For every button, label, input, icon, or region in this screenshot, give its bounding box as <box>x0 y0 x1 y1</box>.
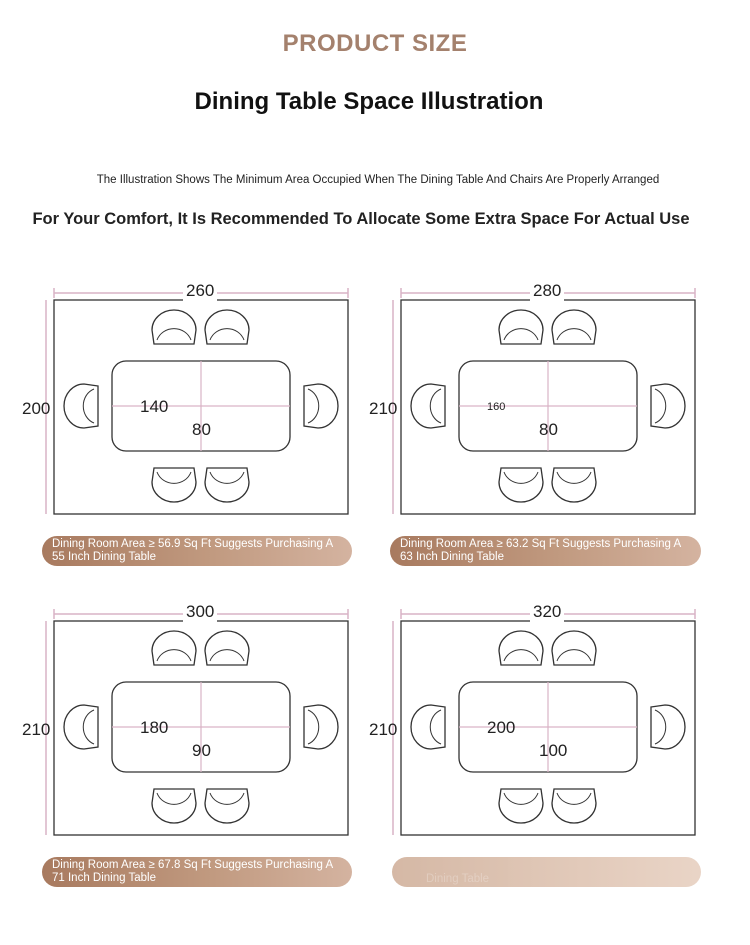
chair-icon <box>308 389 319 423</box>
chair-icon <box>210 793 244 804</box>
chair-icon <box>152 468 196 502</box>
table-width-label: 80 <box>192 420 211 439</box>
chair-icon <box>504 793 538 804</box>
layout-panel-280x210 <box>367 280 707 580</box>
size-recommendation-pill <box>390 536 701 566</box>
chair-icon <box>430 389 441 423</box>
recommendation-text: Dining Room Area ≥ 56.9 Sq Ft Suggests Purchasing A 55 Inch Dining Table <box>52 538 333 563</box>
room-height-label: 200 <box>22 399 51 418</box>
chair-icon <box>152 631 196 665</box>
chair-icon <box>205 789 249 823</box>
chair-icon <box>83 710 94 744</box>
chair-icon <box>552 310 596 344</box>
chair-icon <box>83 389 94 423</box>
chair-icon <box>205 310 249 344</box>
chair-icon <box>205 631 249 665</box>
chair-icon <box>157 472 191 483</box>
chair-icon <box>205 468 249 502</box>
size-recommendation-pill <box>42 857 352 887</box>
chair-icon <box>552 631 596 665</box>
floor-plan-diagram <box>20 601 360 841</box>
room-width-label: 260 <box>183 281 217 301</box>
table-length-label: 180 <box>140 718 169 737</box>
room-height-label: 210 <box>369 399 398 418</box>
chair-icon <box>552 789 596 823</box>
table-length-label: 160 <box>487 401 506 413</box>
chair-icon <box>152 310 196 344</box>
floor-plan-diagram <box>367 280 707 520</box>
chair-icon <box>504 472 538 483</box>
size-recommendation-pill <box>392 857 701 887</box>
chair-icon <box>411 705 445 749</box>
chair-icon <box>651 705 685 749</box>
table-length-label: 200 <box>487 718 516 737</box>
chair-icon <box>557 472 591 483</box>
chair-icon <box>210 329 244 340</box>
chair-icon <box>557 650 591 661</box>
layout-panel-320x210 <box>367 601 707 901</box>
chair-icon <box>557 793 591 804</box>
chair-icon <box>157 793 191 804</box>
room-width-label: 320 <box>530 602 564 622</box>
room-width-label: 280 <box>530 281 564 301</box>
layout-panel-260x200 <box>20 280 360 580</box>
recommendation-text: Dining Room Area ≥ 63.2 Sq Ft Suggests Purchasing A 63 Inch Dining Table <box>400 538 681 563</box>
chair-icon <box>157 329 191 340</box>
floor-plan-diagram <box>367 601 707 841</box>
chair-icon <box>411 384 445 428</box>
size-recommendation-pill <box>42 536 352 566</box>
table-width-label: 90 <box>192 741 211 760</box>
illustration-note: The Illustration Shows The Minimum Area Occupied When The Dining Table And Chairs Are Properly Arranged <box>96 174 660 186</box>
floor-plan-diagram <box>20 280 360 520</box>
room-width-label: 300 <box>183 602 217 622</box>
chair-icon <box>655 389 666 423</box>
room-height-label: 210 <box>369 720 398 739</box>
chair-icon <box>499 310 543 344</box>
recommendation-text: Dining Room Area ≥ 67.8 Sq Ft Suggests Purchasing A 71 Inch Dining Table <box>52 859 333 884</box>
chair-icon <box>504 650 538 661</box>
chair-icon <box>308 710 319 744</box>
chair-icon <box>499 631 543 665</box>
chair-icon <box>651 384 685 428</box>
chair-icon <box>64 705 98 749</box>
page-title: Dining Table Space Illustration <box>194 88 544 115</box>
chair-icon <box>504 329 538 340</box>
recommendation-text: Dining Table <box>426 873 490 885</box>
chair-icon <box>557 329 591 340</box>
chair-icon <box>210 650 244 661</box>
chair-icon <box>64 384 98 428</box>
chair-icon <box>430 710 441 744</box>
chair-icon <box>655 710 666 744</box>
space-advice: For Your Comfort, It Is Recommended To Allocate Some Extra Space For Actual Use <box>32 210 690 228</box>
table-width-label: 80 <box>539 420 558 439</box>
table-width-label: 100 <box>539 741 568 760</box>
chair-icon <box>152 789 196 823</box>
chair-icon <box>210 472 244 483</box>
chair-icon <box>304 384 338 428</box>
chair-icon <box>499 789 543 823</box>
chair-icon <box>552 468 596 502</box>
chair-icon <box>304 705 338 749</box>
chair-icon <box>499 468 543 502</box>
room-height-label: 210 <box>22 720 51 739</box>
product-size-heading: PRODUCT SIZE <box>282 30 468 57</box>
table-length-label: 140 <box>140 397 169 416</box>
chair-icon <box>157 650 191 661</box>
layout-panel-300x210 <box>20 601 360 901</box>
